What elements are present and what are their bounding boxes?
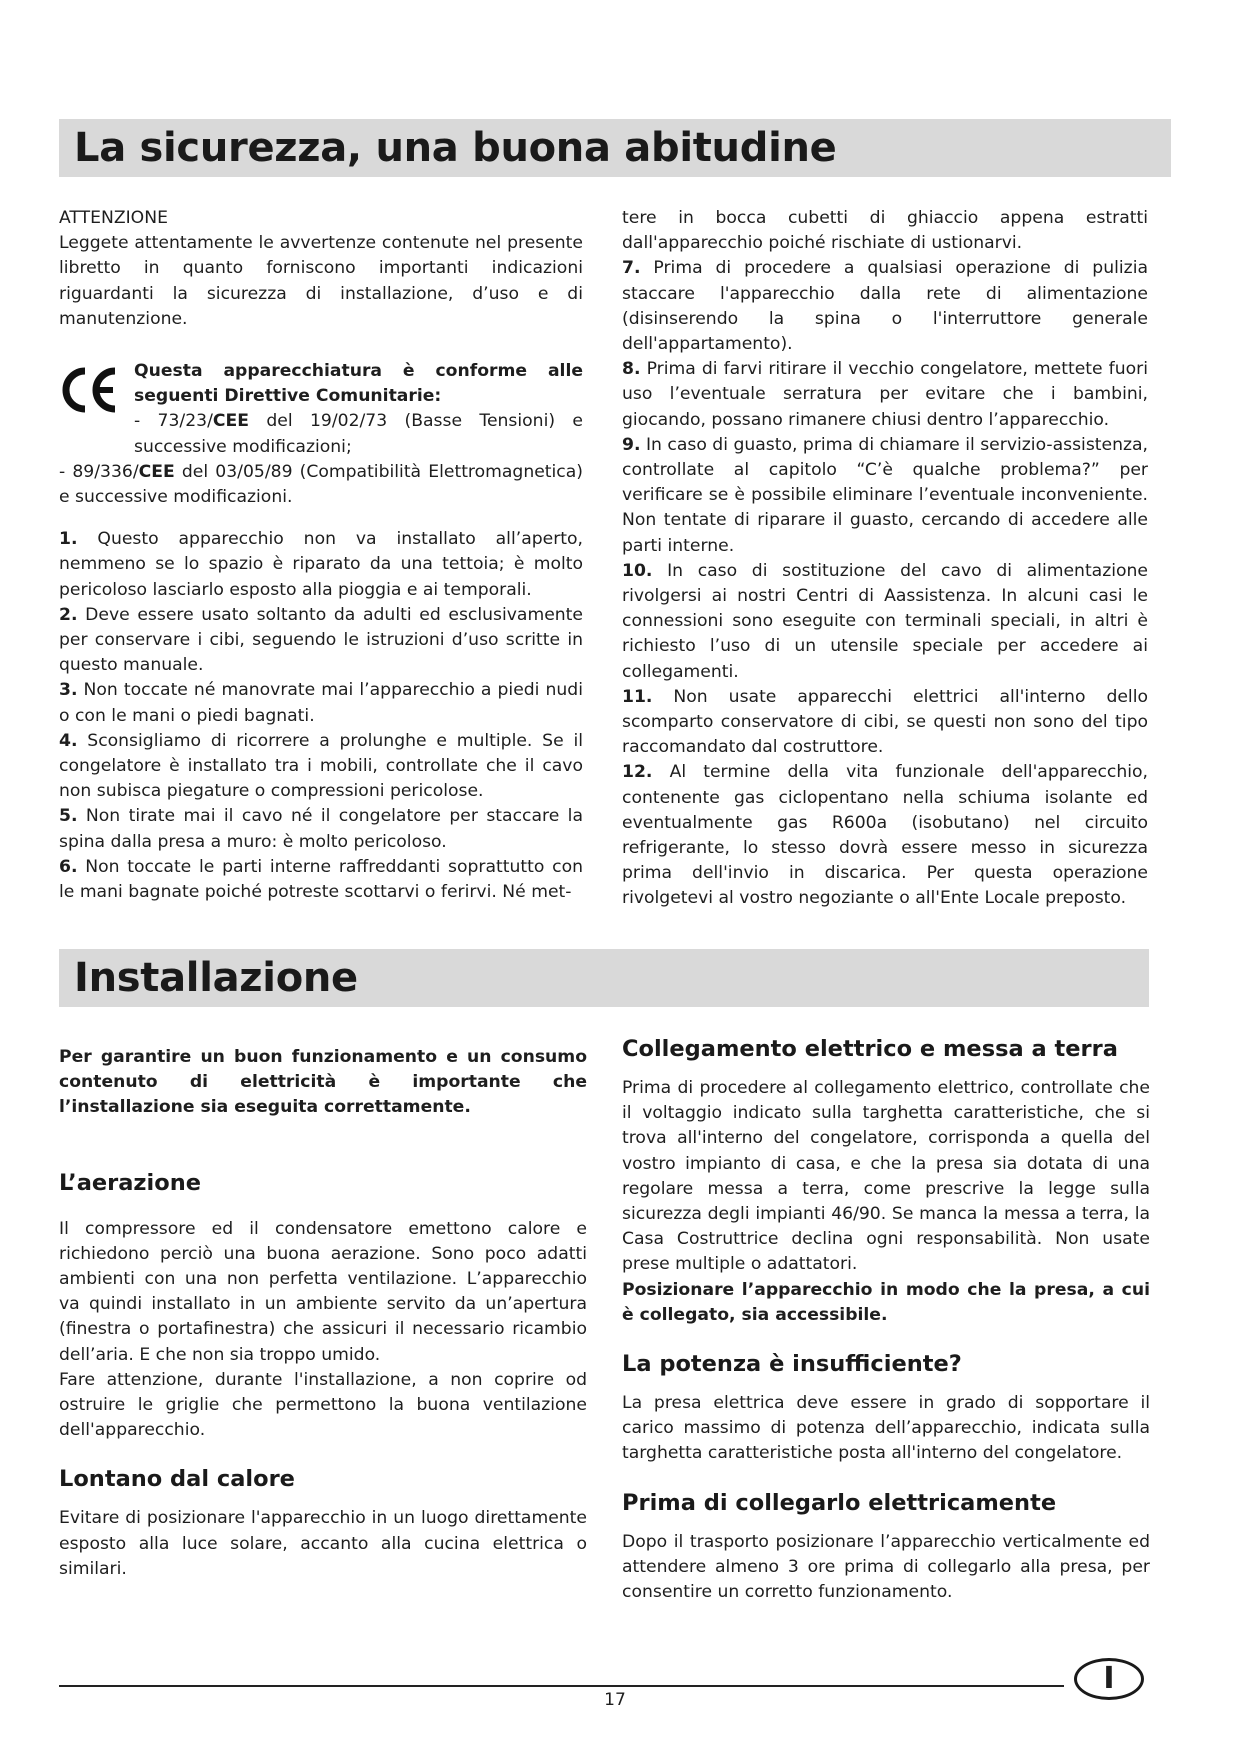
section-header-sicurezza [59, 119, 1171, 177]
prima-heading: Prima di collegarlo elettricamente [622, 1489, 1057, 1516]
installation-column-left [59, 1045, 587, 1582]
collegamento-note: Posizionare l’apparecchio in modo che la presa, a cui è collegato, sia accessibile. [622, 1279, 1150, 1325]
aerazione-heading: L’aerazione [59, 1169, 201, 1196]
section-title: La sicurezza, una buona abitudine [74, 125, 837, 171]
ce-declaration [59, 359, 583, 460]
section-header-installazione [59, 949, 1149, 1007]
ce-directive-2: - 89/336/CEE del 03/05/89 (Compatibilità Elettromagnetica) e successive modificazioni. [59, 461, 583, 508]
safety-column-right [622, 206, 1148, 912]
section-title: Installazione [74, 955, 358, 1001]
calore-heading: Lontano dal calore [59, 1466, 295, 1493]
potenza-heading: La potenza è insufficiente? [622, 1351, 962, 1378]
aerazione-text-2: Fare attenzione, durante l'installazione, a non coprire od ostruire le griglie che permettono la buona ventilazione dell'apparecchio. [59, 1369, 587, 1441]
safety-item-4: 4. Sconsigliamo di ricorrere a prolunghe e multiple. Se il congelatore è installato tra i mobili, controllate che il cavo non subisca piegature o compressioni pericolose. [59, 730, 583, 802]
safety-item-1: 1. Questo apparecchio non va installato all’aperto, nemmeno se lo spazio è riparato da una tettoia; è molto pericoloso lasciarlo esposto alla pioggia e ai temporali. [59, 529, 583, 600]
page-number: 17 [604, 1690, 626, 1710]
safety-item-5: 5. Non tirate mai il cavo né il congelatore per staccare la spina dalla presa a muro: è molto pericoloso. [59, 806, 583, 852]
safety-item-7: 7. Prima di procedere a qualsiasi operazione di pulizia staccare l'apparecchio dalla rete di alimentazione (disinserendo la spina o l'interruttore generale dell'appartamento). [622, 258, 1148, 355]
safety-item-12: 12. Al termine della vita funzionale dell'apparecchio, contenente gas ciclopentano nella schiuma isolante ed eventualmente gas R600a (isobutano) nel circuito refrigerante, lo stesso dovrà essere messo in sicurezza prima dell'invio in discarica. Per questa operazione rivolgetevi al vostro negoziante o all'Ente Locale preposto. [622, 762, 1148, 909]
safety-intro: Leggete attentamente le avvertenze contenute nel presente libretto in quanto forniscono importanti indicazioni riguardanti la sicurezza di installazione, d’uso e di manutenzione. [59, 233, 583, 329]
collegamento-text: Prima di procedere al collegamento elettrico, controllate che il voltaggio indicato sulla targhetta caratteristiche, che si trova all'interno del congelatore, corrisponda a quella del vostro impianto di casa, e che la presa sia dotata di una regolare messa a terra, come prescrive la legge sulla sicurezza degli impianti 46/90. Se manca la messa a terra, la Casa Costruttrice declina ogni responsabilità. Non usate prese multiple o adattatori. [622, 1078, 1150, 1275]
safety-item-11: 11. Non usate apparecchi elettrici all'interno dello scomparto conservatore di cibi, se questi non sono del tipo raccomandato dal costruttore. [622, 686, 1148, 758]
installation-intro: Per garantire un buon funzionamento e un consumo contenuto di elettricità è importante che l’installazione sia eseguita correttamente. [59, 1047, 587, 1118]
ce-heading: Questa apparecchiatura è conforme alle seguenti Direttive Comunitarie: [134, 361, 583, 407]
prima-text: Dopo il trasporto posizionare l’apparecchio verticalmente ed attendere almeno 3 ore prima di collegarlo alla presa, per consentire un corretto funzionamento. [622, 1531, 1150, 1603]
safety-column-left [59, 206, 583, 905]
safety-item-6-part-b: tere in bocca cubetti di ghiaccio appena estratti dall'apparecchio poiché rischiate di ustionarvi. [622, 208, 1148, 254]
safety-item-10: 10. In caso di sostituzione del cavo di alimentazione rivolgersi ai nostri Centri di Aassistenza. In alcuni casi le connessioni sono eseguite con terminali speciali, in altri è richiesto l’uso di un utensile speciale per accedere ai collegamenti. [622, 560, 1148, 682]
calore-text: Evitare di posizionare l'apparecchio in un luogo direttamente esposto alla luce solare, accanto alla cucina elettrica o similari. [59, 1508, 587, 1579]
footer-rule [59, 1685, 1064, 1687]
attention-label: ATTENZIONE [59, 208, 168, 228]
safety-item-8: 8. Prima di farvi ritirare il vecchio congelatore, mettete fuori uso l’eventuale serratura per evitare che i bambini, giocando, possano rimanere chiusi dentro l’apparecchio. [622, 359, 1148, 430]
aerazione-text-1: Il compressore ed il condensatore emettono calore e richiedono perciò una buona aerazione. Sono poco adatti ambienti con una non perfetta ventilazione. L’apparecchio va quindi installato in un ambiente servito da un’apertura (finestra o portafinestra) che assicuri il necessario ricambio dell’aria. E che non sia troppo umido. [59, 1218, 587, 1365]
collegamento-heading: Collegamento elettrico e messa a terra [622, 1036, 1118, 1062]
language-badge: I [1074, 1658, 1144, 1700]
installation-column-right [622, 1035, 1150, 1605]
ce-mark-icon [59, 367, 121, 413]
safety-item-3: 3. Non toccate né manovrate mai l’apparecchio a piedi nudi o con le mani o piedi bagnati. [59, 680, 583, 726]
safety-item-9: 9. In caso di guasto, prima di chiamare il servizio-assistenza, controllate al capitolo “C’è qualche problema?” per verificare se è possibile eliminare l’eventuale inconveniente. Non tentate di riparare il guasto, cercando di accedere alle parti interne. [622, 434, 1149, 556]
safety-item-2: 2. Deve essere usato soltanto da adulti ed esclusivamente per conservare i cibi, seguendo le istruzioni d’uso scritte in questo manuale. [59, 604, 583, 676]
ce-directive-1: - 73/23/CEE del 19/02/73 (Basse Tensioni) e successive modificazioni; [134, 411, 583, 457]
safety-item-6-part-a: 6. Non toccate le parti interne raffreddanti soprattutto con le mani bagnate poiché potreste scottarvi o ferirvi. Né met- [59, 856, 583, 903]
potenza-text: La presa elettrica deve essere in grado di sopportare il carico massimo di potenza dell’apparecchio, indicata sulla targhetta caratteristiche posta all'interno del congelatore. [622, 1393, 1150, 1464]
